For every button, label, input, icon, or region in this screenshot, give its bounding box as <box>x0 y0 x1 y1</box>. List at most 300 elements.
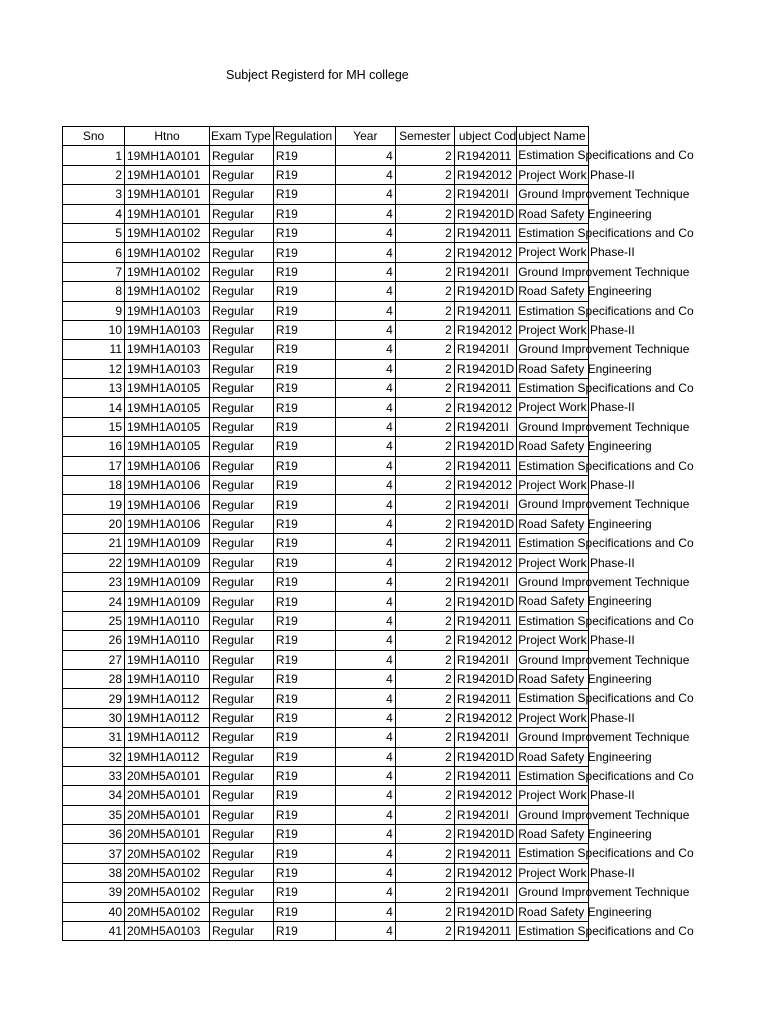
table-body <box>63 146 694 941</box>
cell-subject-name <box>517 728 690 747</box>
subject-name-text: Ground Improvement Technique <box>518 419 690 434</box>
subject-name-text: Project Work Phase-II <box>518 710 635 725</box>
cell-regulation: R19 <box>273 185 335 204</box>
cell-subject-code: R1942012 <box>454 553 516 572</box>
cell-year: 4 <box>335 689 395 708</box>
cell-subject-name <box>517 340 690 359</box>
cell-year: 4 <box>335 553 395 572</box>
cell-year: 4 <box>335 844 395 863</box>
cell-subject-name <box>517 262 690 281</box>
subject-name-text: Ground Improvement Technique <box>518 807 690 822</box>
cell-exam-type: Regular <box>210 398 274 417</box>
cell-subject-code: R1942011 <box>454 456 516 475</box>
cell-regulation: R19 <box>273 495 335 514</box>
cell-semester: 2 <box>395 805 454 824</box>
cell-sno: 11 <box>63 340 125 359</box>
cell-sno: 25 <box>63 611 125 630</box>
cell-subject-name <box>517 301 694 320</box>
table-row <box>63 340 589 359</box>
cell-sno: 12 <box>63 359 125 378</box>
cell-semester: 2 <box>395 766 454 785</box>
cell-htno: 19MH1A0106 <box>125 514 210 533</box>
cell-subject-name <box>517 805 690 824</box>
table-row <box>63 359 589 378</box>
subject-name-text: Ground Improvement Technique <box>518 187 690 202</box>
cell-htno: 20MH5A0103 <box>125 922 210 941</box>
cell-regulation: R19 <box>273 320 335 339</box>
cell-semester: 2 <box>395 592 454 611</box>
cell-year: 4 <box>335 534 395 553</box>
cell-exam-type: Regular <box>210 747 274 766</box>
cell-exam-type: Regular <box>210 340 274 359</box>
cell-year: 4 <box>335 262 395 281</box>
cell-exam-type: Regular <box>210 146 274 165</box>
cell-sno: 22 <box>63 553 125 572</box>
cell-subject-code: R1942012 <box>454 863 516 882</box>
cell-subject-code: R1942011 <box>454 844 516 863</box>
cell-sno: 31 <box>63 728 125 747</box>
cell-sno: 8 <box>63 282 125 301</box>
cell-subject-name <box>517 320 635 339</box>
cell-subject-code: R194201I <box>454 262 516 281</box>
cell-year: 4 <box>335 631 395 650</box>
table-row <box>63 631 589 650</box>
cell-sno: 1 <box>63 146 125 165</box>
cell-sno: 28 <box>63 669 125 688</box>
table-row <box>63 689 589 708</box>
cell-semester: 2 <box>395 320 454 339</box>
table-row <box>63 476 589 495</box>
cell-year: 4 <box>335 611 395 630</box>
cell-regulation: R19 <box>273 398 335 417</box>
table-row <box>63 204 589 223</box>
subject-name-text: Estimation Specifications and Co <box>518 381 694 396</box>
cell-year: 4 <box>335 592 395 611</box>
cell-semester: 2 <box>395 223 454 242</box>
cell-htno: 19MH1A0103 <box>125 359 210 378</box>
subject-name-text: Road Safety Engineering <box>518 671 652 686</box>
cell-subject-code: R194201D <box>454 747 516 766</box>
cell-subject-code: R194201D <box>454 669 516 688</box>
table-row <box>63 146 589 165</box>
cell-subject-code: R1942011 <box>454 223 516 242</box>
table-row <box>63 747 589 766</box>
cell-sno: 37 <box>63 844 125 863</box>
cell-regulation: R19 <box>273 514 335 533</box>
cell-htno: 19MH1A0105 <box>125 398 210 417</box>
cell-regulation: R19 <box>273 553 335 572</box>
cell-exam-type: Regular <box>210 320 274 339</box>
cell-exam-type: Regular <box>210 766 274 785</box>
cell-year: 4 <box>335 708 395 727</box>
cell-subject-code: R1942011 <box>454 301 516 320</box>
cell-htno: 19MH1A0106 <box>125 476 210 495</box>
cell-htno: 19MH1A0106 <box>125 456 210 475</box>
cell-semester: 2 <box>395 728 454 747</box>
subject-name-text: Project Work Phase-II <box>518 478 635 493</box>
cell-semester: 2 <box>395 262 454 281</box>
subject-name-text: Ground Improvement Technique <box>518 574 690 589</box>
cell-year: 4 <box>335 437 395 456</box>
cell-htno: 19MH1A0102 <box>125 243 210 262</box>
cell-year: 4 <box>335 495 395 514</box>
cell-sno: 3 <box>63 185 125 204</box>
subject-name-text: Ground Improvement Technique <box>518 652 690 667</box>
cell-exam-type: Regular <box>210 553 274 572</box>
cell-regulation: R19 <box>273 708 335 727</box>
cell-htno: 19MH1A0112 <box>125 689 210 708</box>
cell-subject-name <box>517 669 652 688</box>
table-row <box>63 786 589 805</box>
cell-semester: 2 <box>395 282 454 301</box>
cell-subject-code: R1942012 <box>454 398 516 417</box>
cell-htno: 20MH5A0101 <box>125 805 210 824</box>
cell-subject-name <box>517 572 690 591</box>
cell-semester: 2 <box>395 495 454 514</box>
subject-name-text: Estimation Specifications and Co <box>518 691 694 706</box>
cell-subject-code: R194201I <box>454 650 516 669</box>
page-title: Subject Registerd for MH college <box>226 68 409 82</box>
table-row <box>63 243 589 262</box>
cell-sno: 33 <box>63 766 125 785</box>
cell-sno: 14 <box>63 398 125 417</box>
cell-exam-type: Regular <box>210 650 274 669</box>
cell-semester: 2 <box>395 534 454 553</box>
cell-semester: 2 <box>395 165 454 184</box>
cell-semester: 2 <box>395 379 454 398</box>
cell-subject-code: R194201D <box>454 825 516 844</box>
cell-semester: 2 <box>395 611 454 630</box>
cell-sno: 5 <box>63 223 125 242</box>
cell-semester: 2 <box>395 572 454 591</box>
cell-exam-type: Regular <box>210 902 274 921</box>
cell-exam-type: Regular <box>210 437 274 456</box>
cell-htno: 19MH1A0110 <box>125 650 210 669</box>
cell-regulation: R19 <box>273 747 335 766</box>
cell-sno: 21 <box>63 534 125 553</box>
subject-name-text: Project Work Phase-II <box>518 865 635 880</box>
cell-regulation: R19 <box>273 417 335 436</box>
cell-sno: 2 <box>63 165 125 184</box>
cell-semester: 2 <box>395 514 454 533</box>
cell-year: 4 <box>335 340 395 359</box>
cell-subject-code: R1942011 <box>454 689 516 708</box>
cell-exam-type: Regular <box>210 223 274 242</box>
subject-name-text: Project Work Phase-II <box>518 555 635 570</box>
table-row <box>63 282 589 301</box>
subject-name-text: Project Work Phase-II <box>518 788 635 803</box>
cell-htno: 19MH1A0109 <box>125 572 210 591</box>
cell-subject-code: R1942012 <box>454 708 516 727</box>
cell-exam-type: Regular <box>210 204 274 223</box>
cell-exam-type: Regular <box>210 922 274 941</box>
cell-htno: 19MH1A0102 <box>125 262 210 281</box>
cell-sno: 26 <box>63 631 125 650</box>
cell-subject-code: R194201I <box>454 340 516 359</box>
cell-year: 4 <box>335 223 395 242</box>
cell-htno: 19MH1A0105 <box>125 417 210 436</box>
table-row <box>63 456 589 475</box>
table-row <box>63 708 589 727</box>
cell-semester: 2 <box>395 689 454 708</box>
cell-year: 4 <box>335 825 395 844</box>
cell-htno: 19MH1A0101 <box>125 165 210 184</box>
cell-subject-code: R194201D <box>454 204 516 223</box>
cell-sno: 40 <box>63 902 125 921</box>
cell-subject-name <box>517 786 635 805</box>
cell-regulation: R19 <box>273 572 335 591</box>
cell-year: 4 <box>335 146 395 165</box>
cell-year: 4 <box>335 165 395 184</box>
cell-subject-code: R1942011 <box>454 922 516 941</box>
header-regulation: Regulation <box>273 127 335 146</box>
cell-sno: 34 <box>63 786 125 805</box>
table-row <box>63 262 589 281</box>
subject-name-text: Estimation Specifications and Co <box>518 458 694 473</box>
cell-semester: 2 <box>395 825 454 844</box>
cell-semester: 2 <box>395 301 454 320</box>
cell-year: 4 <box>335 883 395 902</box>
cell-exam-type: Regular <box>210 669 274 688</box>
subject-name-text: Estimation Specifications and Co <box>518 768 694 783</box>
cell-htno: 20MH5A0101 <box>125 786 210 805</box>
cell-regulation: R19 <box>273 863 335 882</box>
cell-exam-type: Regular <box>210 514 274 533</box>
cell-year: 4 <box>335 650 395 669</box>
cell-sno: 41 <box>63 922 125 941</box>
cell-htno: 19MH1A0102 <box>125 223 210 242</box>
cell-subject-name <box>517 514 652 533</box>
cell-subject-name <box>517 359 652 378</box>
subject-name-text: Estimation Specifications and Co <box>518 225 694 240</box>
table-row <box>63 320 589 339</box>
subject-name-text: Estimation Specifications and Co <box>518 536 694 551</box>
cell-subject-code: R194201I <box>454 805 516 824</box>
cell-subject-name <box>517 204 652 223</box>
table-row <box>63 437 589 456</box>
table-row <box>63 844 589 863</box>
cell-htno: 19MH1A0103 <box>125 301 210 320</box>
cell-subject-name <box>517 922 694 941</box>
cell-subject-name <box>517 456 694 475</box>
cell-exam-type: Regular <box>210 185 274 204</box>
cell-subject-code: R1942011 <box>454 379 516 398</box>
cell-regulation: R19 <box>273 631 335 650</box>
cell-sno: 7 <box>63 262 125 281</box>
cell-semester: 2 <box>395 708 454 727</box>
subject-registration-table <box>62 126 694 941</box>
cell-subject-code: R194201I <box>454 728 516 747</box>
cell-sno: 32 <box>63 747 125 766</box>
cell-regulation: R19 <box>273 786 335 805</box>
cell-subject-code: R194201I <box>454 883 516 902</box>
cell-regulation: R19 <box>273 165 335 184</box>
cell-semester: 2 <box>395 669 454 688</box>
cell-subject-code: R1942012 <box>454 476 516 495</box>
table-row <box>63 825 589 844</box>
cell-semester: 2 <box>395 437 454 456</box>
cell-subject-name <box>517 476 635 495</box>
cell-semester: 2 <box>395 185 454 204</box>
cell-year: 4 <box>335 320 395 339</box>
cell-htno: 19MH1A0102 <box>125 282 210 301</box>
cell-subject-name <box>517 766 694 785</box>
cell-subject-name <box>517 689 694 708</box>
cell-semester: 2 <box>395 844 454 863</box>
cell-subject-name <box>517 592 652 611</box>
cell-year: 4 <box>335 243 395 262</box>
cell-subject-name <box>517 146 694 165</box>
cell-subject-name <box>517 553 635 572</box>
cell-sno: 19 <box>63 495 125 514</box>
cell-year: 4 <box>335 572 395 591</box>
subject-name-text: Project Work Phase-II <box>518 322 635 337</box>
cell-regulation: R19 <box>273 689 335 708</box>
table-row <box>63 379 589 398</box>
cell-semester: 2 <box>395 204 454 223</box>
header-subject-name: ubject Name <box>517 127 588 146</box>
cell-htno: 19MH1A0112 <box>125 747 210 766</box>
cell-regulation: R19 <box>273 146 335 165</box>
table-row <box>63 514 589 533</box>
cell-sno: 35 <box>63 805 125 824</box>
cell-semester: 2 <box>395 553 454 572</box>
cell-regulation: R19 <box>273 805 335 824</box>
subject-name-text: Estimation Specifications and Co <box>518 613 694 628</box>
cell-year: 4 <box>335 379 395 398</box>
cell-htno: 19MH1A0103 <box>125 340 210 359</box>
cell-year: 4 <box>335 669 395 688</box>
cell-regulation: R19 <box>273 728 335 747</box>
cell-htno: 20MH5A0102 <box>125 844 210 863</box>
cell-exam-type: Regular <box>210 631 274 650</box>
cell-semester: 2 <box>395 922 454 941</box>
cell-subject-name <box>517 223 694 242</box>
cell-subject-code: R194201I <box>454 185 516 204</box>
subject-name-text: Project Work Phase-II <box>518 167 635 182</box>
cell-semester: 2 <box>395 146 454 165</box>
cell-sno: 39 <box>63 883 125 902</box>
cell-sno: 16 <box>63 437 125 456</box>
cell-regulation: R19 <box>273 650 335 669</box>
cell-year: 4 <box>335 185 395 204</box>
cell-regulation: R19 <box>273 592 335 611</box>
cell-regulation: R19 <box>273 476 335 495</box>
cell-year: 4 <box>335 476 395 495</box>
table-row <box>63 728 589 747</box>
cell-regulation: R19 <box>273 825 335 844</box>
table-row <box>63 902 589 921</box>
cell-subject-name <box>517 631 635 650</box>
cell-regulation: R19 <box>273 922 335 941</box>
cell-subject-name <box>517 902 652 921</box>
table-row <box>63 223 589 242</box>
table-row <box>63 766 589 785</box>
subject-name-text: Ground Improvement Technique <box>518 730 690 745</box>
cell-subject-name <box>517 495 690 514</box>
cell-sno: 27 <box>63 650 125 669</box>
cell-regulation: R19 <box>273 262 335 281</box>
cell-exam-type: Regular <box>210 805 274 824</box>
cell-htno: 19MH1A0106 <box>125 495 210 514</box>
cell-regulation: R19 <box>273 204 335 223</box>
subject-name-text: Estimation Specifications and Co <box>518 924 694 939</box>
cell-regulation: R19 <box>273 611 335 630</box>
cell-regulation: R19 <box>273 534 335 553</box>
cell-semester: 2 <box>395 359 454 378</box>
cell-regulation: R19 <box>273 437 335 456</box>
cell-htno: 20MH5A0101 <box>125 766 210 785</box>
cell-regulation: R19 <box>273 379 335 398</box>
cell-exam-type: Regular <box>210 883 274 902</box>
cell-regulation: R19 <box>273 223 335 242</box>
cell-subject-code: R194201D <box>454 592 516 611</box>
table-row <box>63 883 589 902</box>
cell-subject-name <box>517 825 652 844</box>
subject-name-text: Project Work Phase-II <box>518 633 635 648</box>
table-row <box>63 805 589 824</box>
cell-subject-name <box>517 611 694 630</box>
cell-exam-type: Regular <box>210 689 274 708</box>
cell-htno: 19MH1A0112 <box>125 708 210 727</box>
cell-htno: 19MH1A0109 <box>125 534 210 553</box>
cell-regulation: R19 <box>273 883 335 902</box>
cell-subject-code: R194201I <box>454 572 516 591</box>
cell-subject-code: R1942012 <box>454 243 516 262</box>
cell-semester: 2 <box>395 863 454 882</box>
cell-exam-type: Regular <box>210 262 274 281</box>
cell-regulation: R19 <box>273 340 335 359</box>
cell-sno: 29 <box>63 689 125 708</box>
table-row <box>63 495 589 514</box>
cell-subject-code: R194201I <box>454 417 516 436</box>
table-row <box>63 185 589 204</box>
cell-subject-code: R1942011 <box>454 766 516 785</box>
cell-year: 4 <box>335 282 395 301</box>
header-row <box>63 127 589 146</box>
subject-name-text: Road Safety Engineering <box>518 827 652 842</box>
cell-htno: 19MH1A0110 <box>125 631 210 650</box>
cell-year: 4 <box>335 398 395 417</box>
cell-subject-name <box>517 417 690 436</box>
header-semester: Semester <box>395 127 454 146</box>
subject-name-text: Project Work Phase-II <box>518 400 635 415</box>
cell-subject-name <box>517 747 652 766</box>
cell-subject-code: R1942012 <box>454 320 516 339</box>
cell-subject-name <box>517 282 652 301</box>
cell-sno: 6 <box>63 243 125 262</box>
cell-htno: 19MH1A0103 <box>125 320 210 339</box>
table-row <box>63 572 589 591</box>
cell-semester: 2 <box>395 398 454 417</box>
cell-subject-name <box>517 398 635 417</box>
cell-exam-type: Regular <box>210 728 274 747</box>
table-row <box>63 863 589 882</box>
cell-sno: 10 <box>63 320 125 339</box>
cell-exam-type: Regular <box>210 708 274 727</box>
cell-htno: 20MH5A0102 <box>125 902 210 921</box>
cell-year: 4 <box>335 805 395 824</box>
subject-name-text: Road Safety Engineering <box>518 904 652 919</box>
cell-subject-code: R194201D <box>454 359 516 378</box>
table-row <box>63 611 589 630</box>
cell-regulation: R19 <box>273 844 335 863</box>
subject-name-text: Estimation Specifications and Co <box>518 846 694 861</box>
cell-regulation: R19 <box>273 766 335 785</box>
cell-sno: 18 <box>63 476 125 495</box>
cell-sno: 23 <box>63 572 125 591</box>
cell-subject-code: R1942011 <box>454 146 516 165</box>
